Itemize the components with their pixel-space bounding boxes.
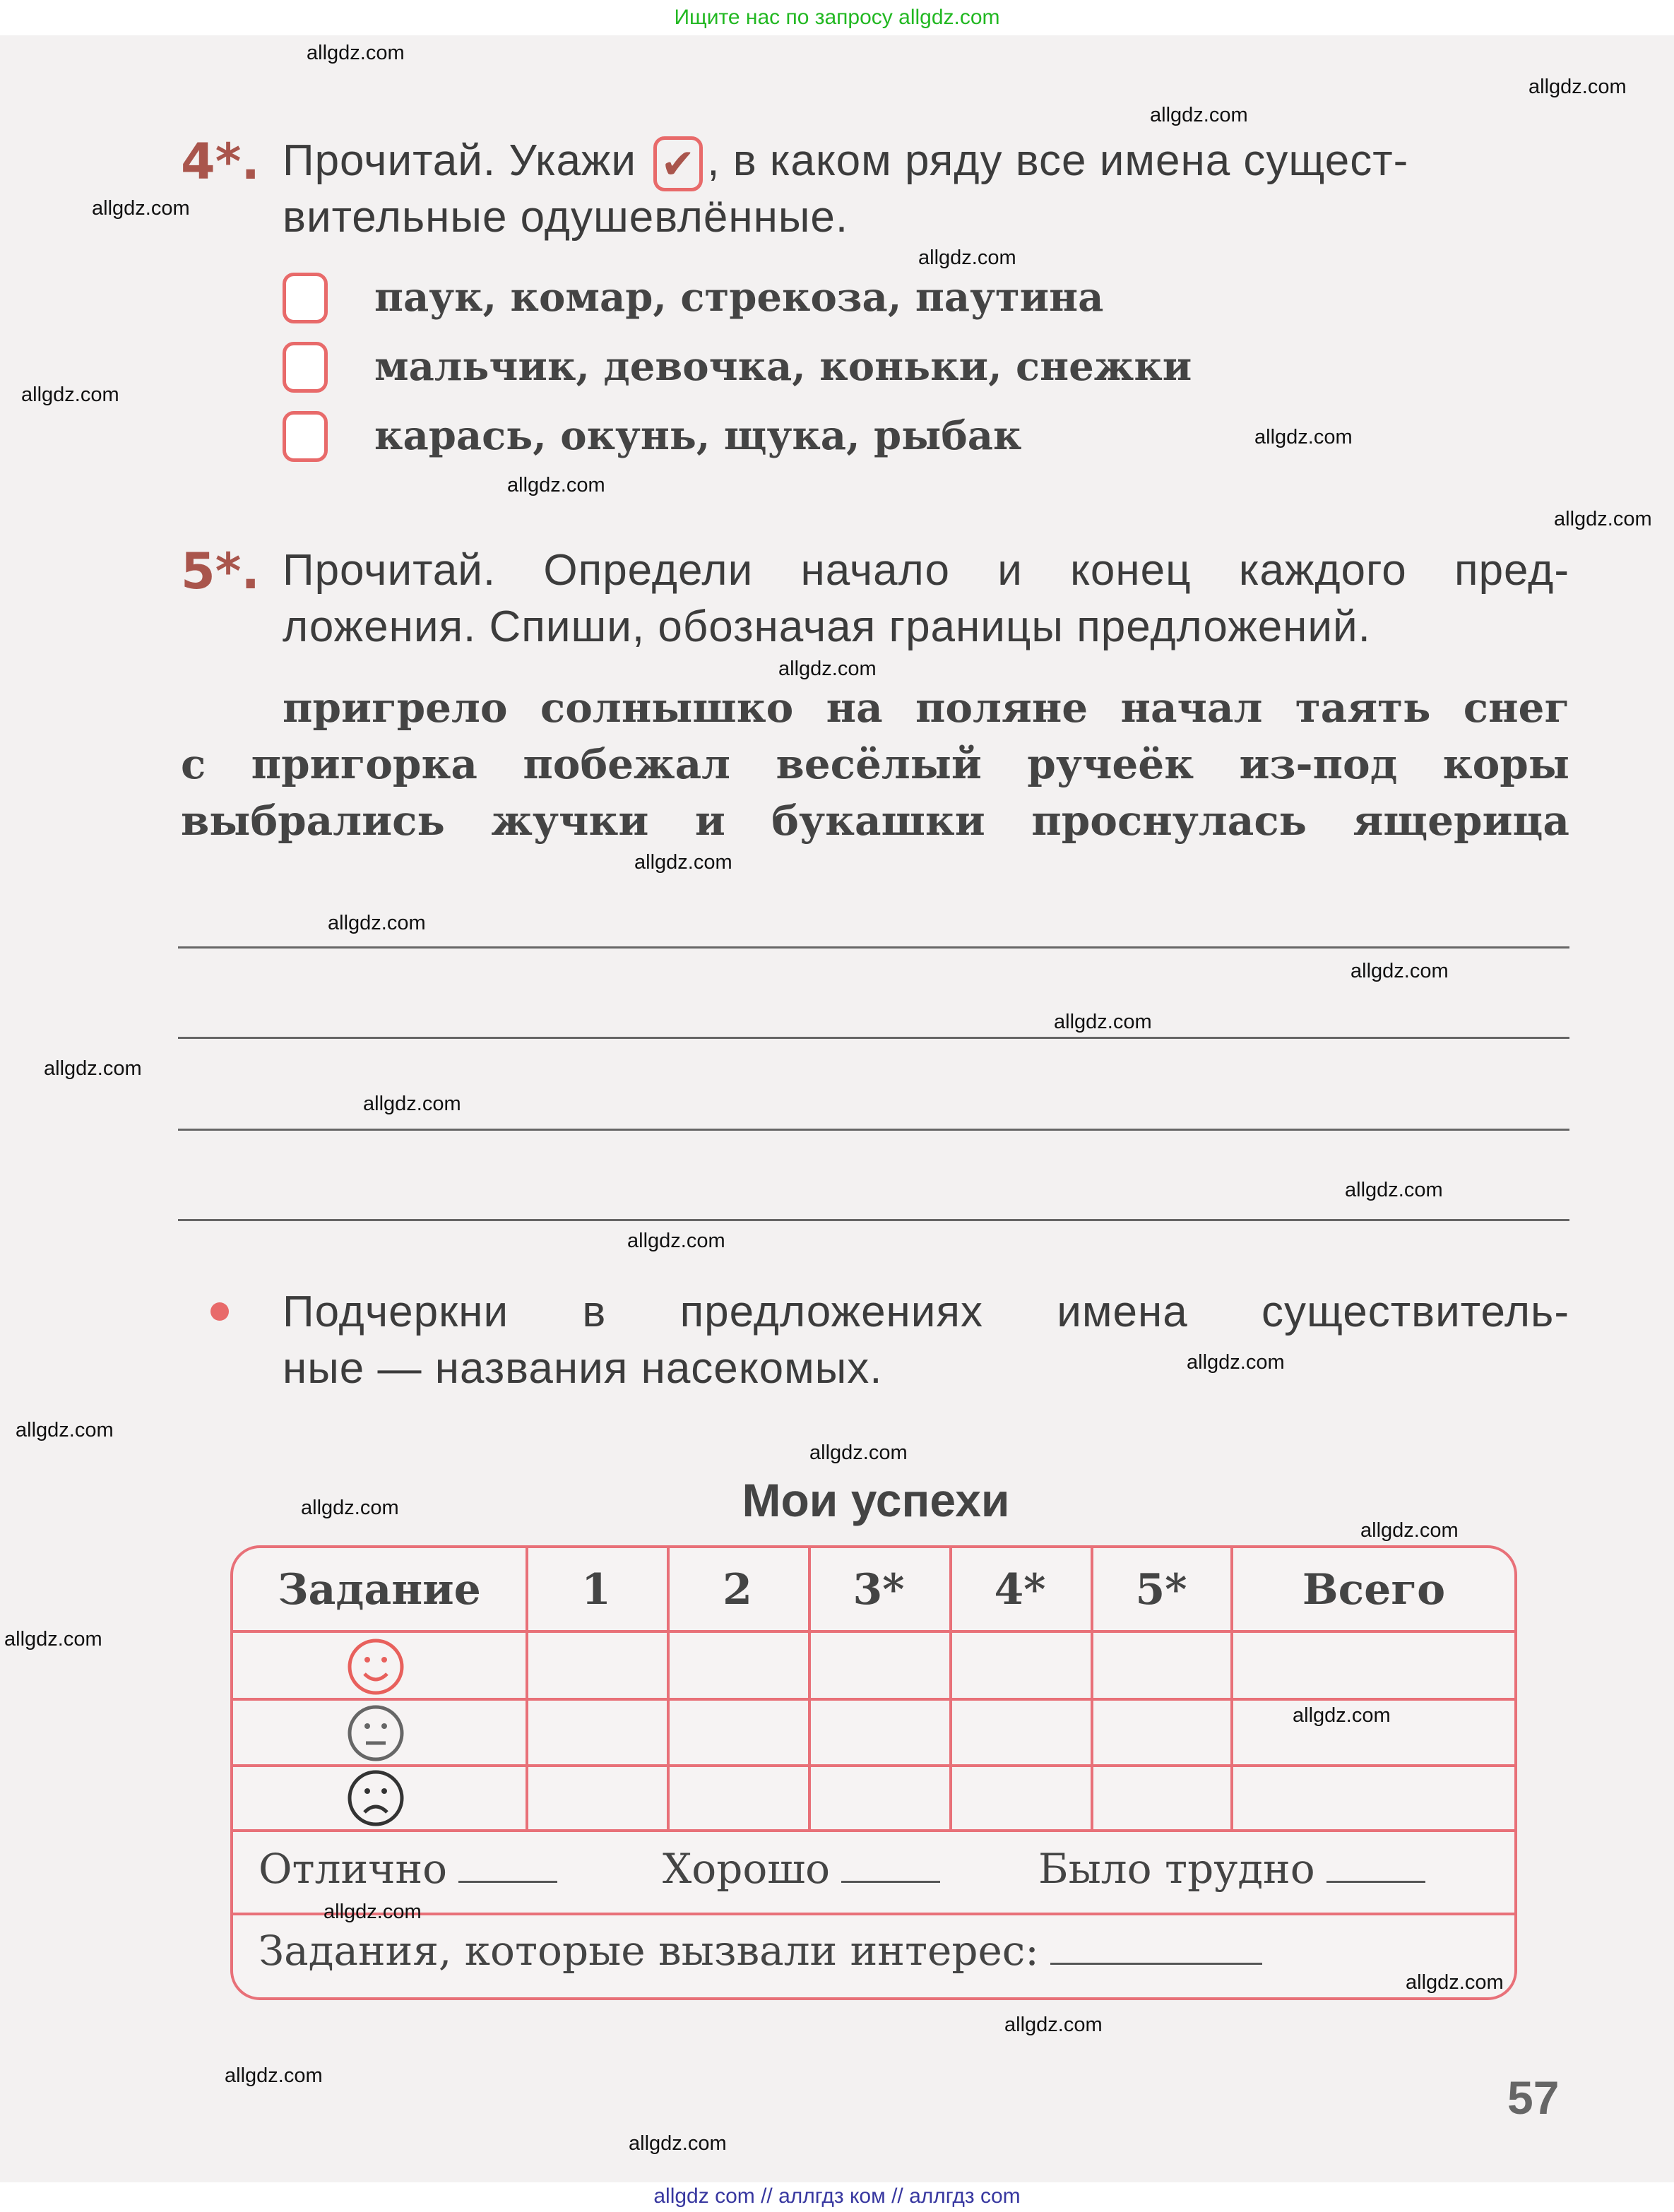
task4-number: 4*. (181, 133, 260, 191)
watermark: allgdz.com (1004, 2014, 1103, 2036)
smile-face-icon (346, 1637, 405, 1696)
header-4: 4* (994, 1565, 1046, 1615)
sad-face-icon (346, 1768, 405, 1828)
neutral-face-icon (346, 1703, 405, 1763)
watermark: allgdz.com (1528, 76, 1627, 98)
rating-excellent[interactable] (259, 1845, 557, 1893)
rating-hard-label: Было трудно (1038, 1845, 1315, 1893)
watermark: allgdz.com (4, 1628, 102, 1651)
task5-text-line: пригрело солнышко на поляне начал таять снег (283, 684, 1569, 732)
header-3: 3* (853, 1565, 905, 1615)
page-number: 57 (1507, 2071, 1560, 2124)
bullet-icon (210, 1302, 229, 1321)
watermark: allgdz.com (21, 383, 119, 406)
watermark: allgdz.com (363, 1093, 461, 1115)
watermark: allgdz.com (1554, 508, 1652, 530)
task5-instruction-line2: ложения. Спиши, обозначая границы предложений. (283, 602, 1371, 651)
option-checkbox-1[interactable] (283, 273, 328, 323)
option-text-1: паук, комар, стрекоза, паутина (374, 274, 1104, 321)
watermark: allgdz.com (634, 851, 732, 874)
task4-instruction-a: Прочитай. Укажи (283, 136, 637, 185)
interest-label: Задания, которые вызвали интерес: (259, 1927, 1039, 1975)
option-text-2: мальчик, девочка, коньки, снежки (374, 343, 1192, 390)
watermark: allgdz.com (1054, 1011, 1152, 1033)
rating-excellent-label: Отлично (259, 1845, 448, 1893)
header-5: 5* (1135, 1565, 1187, 1615)
watermark: allgdz.com (507, 474, 605, 496)
watermark: allgdz.com (1150, 104, 1248, 126)
header-2: 2 (723, 1565, 752, 1615)
watermark: allgdz.com (1406, 1971, 1504, 1994)
bullet-instruction-line2: ные — названия насекомых. (283, 1344, 883, 1393)
watermark: allgdz.com (225, 2064, 323, 2087)
header-total: Всего (1302, 1565, 1446, 1615)
watermark: allgdz.com (627, 1230, 725, 1252)
watermark: allgdz.com (1360, 1519, 1459, 1542)
header-task: Задание (278, 1565, 481, 1615)
watermark: allgdz.com (629, 2132, 727, 2155)
option-checkbox-2[interactable] (283, 342, 328, 393)
progress-table (230, 1545, 1517, 2000)
writing-line[interactable] (178, 946, 1569, 949)
task4-instruction-b: , в каком ряду все имена сущест- (707, 136, 1409, 185)
rating-hard[interactable] (1038, 1845, 1425, 1893)
writing-line[interactable] (178, 1219, 1569, 1221)
option-checkbox-3[interactable] (283, 411, 328, 462)
task4-instruction-line1 (283, 136, 1408, 191)
watermark: allgdz.com (1345, 1179, 1443, 1201)
watermark: allgdz.com (323, 1901, 422, 1923)
bottom-banner: allgdz com // аллгдз ком // аллгдз com (653, 2184, 1021, 2208)
writing-line[interactable] (178, 1037, 1569, 1039)
header-1: 1 (581, 1565, 611, 1615)
watermark: allgdz.com (44, 1057, 142, 1080)
interest-field[interactable] (259, 1927, 1262, 1975)
progress-title: Мои успехи (742, 1474, 1010, 1526)
watermark: allgdz.com (92, 197, 190, 220)
watermark: allgdz.com (16, 1419, 114, 1441)
watermark: allgdz.com (307, 42, 405, 64)
bullet-instruction-line1: Подчеркни в предложениях имена существитель- (283, 1288, 1569, 1336)
task5-text-line: с пригорка побежал весёлый ручеёк из-под коры (181, 740, 1569, 788)
check-icon: ✔ (653, 136, 703, 191)
rating-good[interactable] (663, 1845, 940, 1893)
watermark: allgdz.com (1187, 1351, 1285, 1374)
watermark: allgdz.com (1254, 426, 1353, 448)
task5-number: 5*. (181, 542, 260, 600)
task4-instruction-line2: вительные одушевлённые. (283, 193, 849, 242)
watermark: allgdz.com (918, 246, 1016, 269)
rating-good-label: Хорошо (663, 1845, 831, 1893)
task5-instruction-line1: Прочитай. Определи начало и конец каждого пред- (283, 546, 1569, 595)
watermark: allgdz.com (328, 912, 426, 934)
watermark: allgdz.com (809, 1441, 908, 1464)
task5-text-line: выбрались жучки и букашки проснулась ящерица (181, 797, 1569, 845)
watermark: allgdz.com (1293, 1704, 1391, 1727)
watermark: allgdz.com (778, 658, 877, 680)
writing-line[interactable] (178, 1129, 1569, 1131)
option-text-3: карась, окунь, щука, рыбак (374, 412, 1022, 459)
watermark: allgdz.com (1351, 960, 1449, 982)
top-banner: Ищите нас по запросу allgdz.com (674, 6, 1000, 29)
watermark: allgdz.com (301, 1497, 399, 1519)
